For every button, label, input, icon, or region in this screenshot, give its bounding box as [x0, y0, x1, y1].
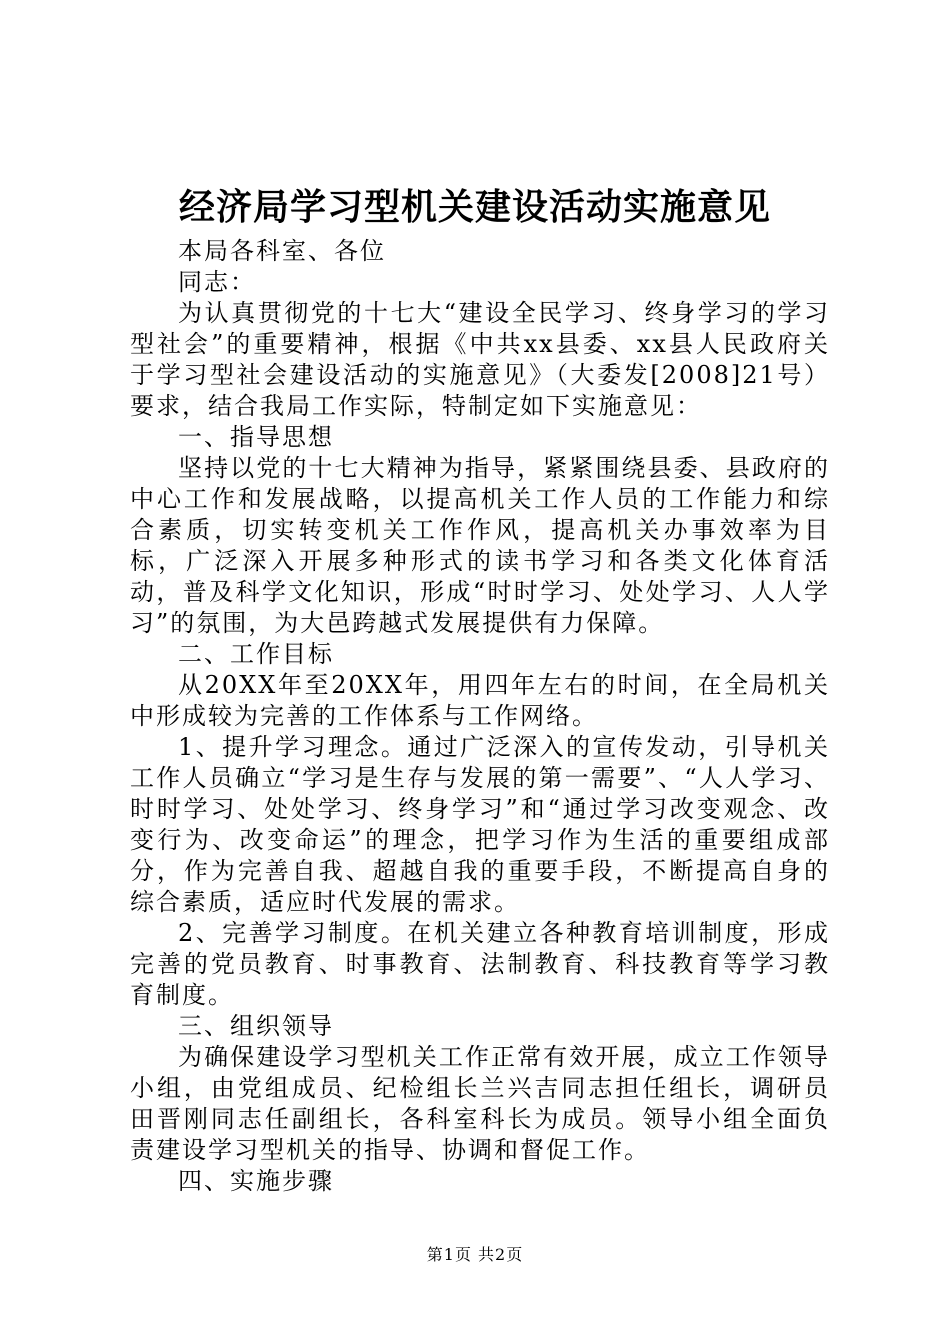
page-number-footer: 第1页 共2页 — [426, 1245, 524, 1264]
goal-item-2: 2、完善学习制度。在机关建立各种教育培训制度，形成完善的党员教育、时事教育、法制教育、科技教育等学习教育制度。 — [130, 919, 830, 1009]
intro-paragraph: 为认真贯彻党的十七大“建设全民学习、终身学习的学习型社会”的重要精神，根据《中共xx县委、xx县人民政府关于学习型社会建设活动的实施意见》（大委发[2008]21号）要求，结合我局工作实际，特制定如下实施意见： — [130, 299, 830, 420]
work-goals-paragraph: 从20XX年至20XX年，用四年左右的时间，在全局机关中形成较为完善的工作体系与工作网络。 — [130, 671, 830, 730]
section-heading-organization: 三、组织领导 — [178, 1012, 334, 1040]
section-heading-guiding-thought: 一、指导思想 — [178, 423, 334, 451]
section-heading-implementation-steps: 四、实施步骤 — [178, 1167, 334, 1195]
organization-paragraph: 为确保建设学习型机关工作正常有效开展，成立工作领导小组，由党组成员、纪检组长兰兴吉同志担任组长，调研员田晋刚同志任副组长，各科室科长为成员。领导小组全面负责建设学习型机关的指导、协调和督促工作。 — [130, 1043, 830, 1164]
salutation-line-1: 本局各科室、各位 — [178, 237, 386, 265]
goal-item-1: 1、提升学习理念。通过广泛深入的宣传发动，引导机关工作人员确立“学习是生存与发展的第一需要”、“人人学习、时时学习、处处学习、终身学习”和“通过学习改变观念、改变行为、改变命运”的理念，把学习作为生活的重要组成部分，作为完善自我、超越自我的重要手段，不断提高自身的综合素质，适应时代发展的需求。 — [130, 733, 830, 916]
document-title: 经济局学习型机关建设活动实施意见 — [178, 186, 771, 228]
guiding-thought-paragraph: 坚持以党的十七大精神为指导，紧紧围绕县委、县政府的中心工作和发展战略，以提高机关工作人员的工作能力和综合素质，切实转变机关工作作风，提高机关办事效率为目标，广泛深入开展多种形式的读书学习和各类文化体育活动，普及科学文化知识，形成“时时学习、处处学习、人人学习”的氛围，为大邑跨越式发展提供有力保障。 — [130, 454, 830, 637]
salutation-line-2: 同志： — [178, 268, 256, 296]
section-heading-work-goals: 二、工作目标 — [178, 640, 334, 668]
document-body — [130, 236, 830, 1197]
